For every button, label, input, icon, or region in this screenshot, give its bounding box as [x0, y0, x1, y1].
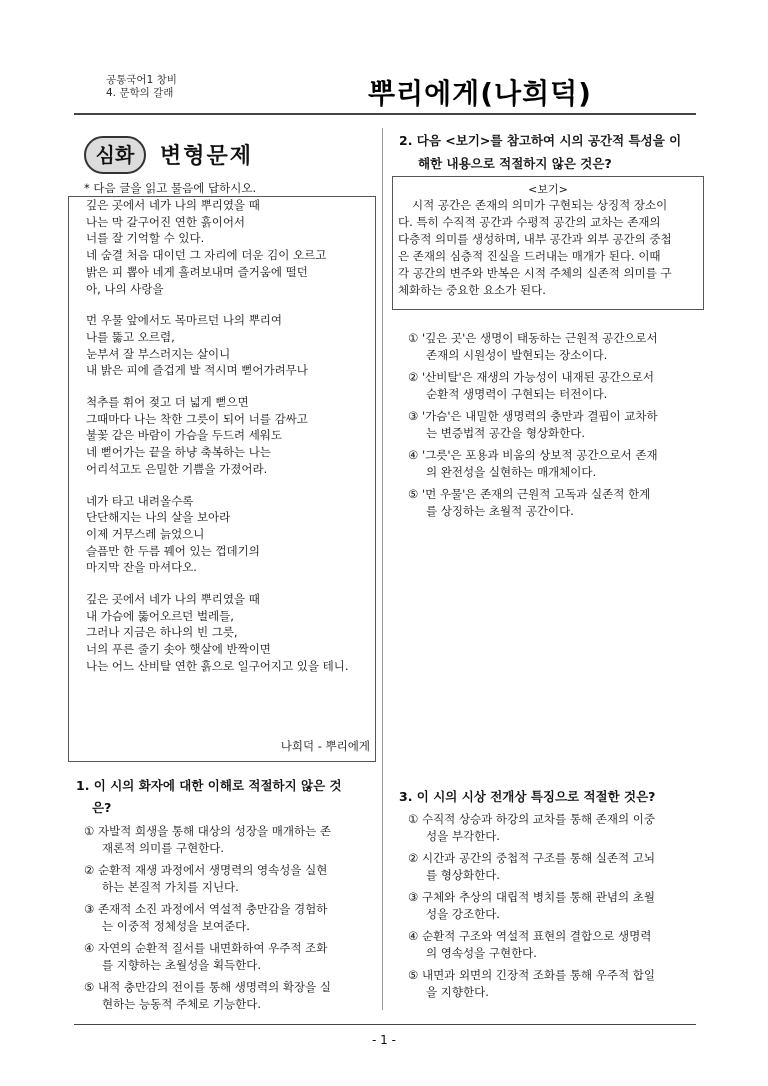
poem-line: 나를 뚫고 오르렴, [86, 329, 175, 344]
poem-line: 먼 우물 앞에서도 목마르던 나의 뿌리여 [86, 313, 283, 328]
page-number: - 1 - [372, 1033, 396, 1047]
bogi-line: 다층적 의미를 생성하며, 내부 공간과 외부 공간의 중첩 [398, 232, 672, 246]
option-2-cont: 를 형상화한다. [426, 868, 500, 882]
option-5: ⑤ 내면과 외면의 긴장적 조화를 통해 우주적 합일 [408, 968, 655, 982]
option-2: ② 시간과 공간의 중첩적 구조를 통해 실존적 고뇌 [408, 851, 655, 865]
question-1-title-cont: 은? [92, 800, 112, 815]
option-1: ① 수직적 상승과 하강의 교차를 통해 존재의 이중 [408, 812, 655, 826]
poem-line: 너를 잘 기억할 수 있다. [86, 231, 205, 246]
option-5: ⑤ '먼 우물'은 존재의 근원적 고독과 실존적 한계 [408, 487, 651, 501]
option-1-cont: 재론적 의미를 구현한다. [102, 841, 225, 855]
bogi-title: <보기> [528, 183, 568, 196]
bogi-line: 시적 공간은 존재의 의미가 구현되는 상징적 장소이 [412, 198, 668, 212]
option-5-cont: 을 지향한다. [426, 985, 489, 999]
poem-line: 깊은 곳에서 네가 나의 뿌리였을 때 [86, 592, 260, 606]
option-4-cont: 의 영속성을 구현한다. [426, 946, 537, 960]
question-1-title: 1. 이 시의 화자에 대한 이해로 적절하지 않은 것 [76, 778, 342, 793]
header-rule [74, 113, 696, 115]
bogi-line: 다. 특히 수직적 공간과 수평적 공간의 교차는 존재의 [398, 215, 661, 229]
poem-line: 깊은 곳에서 네가 나의 뿌리였을 때 [86, 198, 260, 212]
poem-line: 척추를 휘어 젖고 더 넓게 뻗으면 [86, 395, 249, 409]
option-5-cont: 현하는 능동적 주체로 기능한다. [102, 997, 262, 1011]
poem-line: 나는 막 갈구어진 연한 흙이어서 [86, 214, 246, 229]
poem-line: 그때마다 나는 착한 그릇이 되어 너를 감싸고 [86, 411, 308, 426]
option-4: ④ 자연의 순환적 질서를 내면화하여 우주적 조화 [84, 941, 328, 955]
section-title: 변형문제 [160, 144, 254, 169]
poem-line: 단단해지는 나의 살을 보아라 [86, 510, 231, 525]
poem-line: 너의 푸른 줄기 솟아 햇살에 반짝이면 [86, 642, 271, 657]
option-4: ④ 순환적 구조와 역설적 표현의 결합으로 생명력 [408, 929, 652, 943]
question-2-title-cont: 해한 내용으로 적절하지 않은 것은? [418, 156, 612, 171]
poem-line: 아, 나의 사랑을 [86, 281, 164, 296]
question-3-title: 3. 이 시의 시상 전개상 특징으로 적절한 것은? [399, 789, 656, 804]
poem-line: 네 숨결 처음 대이던 그 자리에 더운 김이 오르고 [86, 248, 327, 263]
option-1: ① 자발적 희생을 통해 대상의 성장을 매개하는 존 [84, 824, 331, 838]
poem-source: 나희덕 - 뿌리에게 [280, 739, 370, 753]
poem-line: 어리석고도 은밀한 기쁨을 가졌어라. [86, 461, 268, 476]
section-badge: 심화 [84, 136, 146, 174]
poem-line: 이제 거무스레 늙었으니 [86, 526, 205, 541]
poem-line: 밝은 피 뽑아 네게 흘려보내며 즐거움에 떨던 [86, 264, 308, 279]
poem-line: 불꽃 같은 바람이 가슴을 두드려 세워도 [86, 428, 283, 443]
option-3-cont: 는 변증법적 공간을 형상화한다. [426, 426, 586, 440]
option-5: ⑤ 내적 충만감의 전이를 통해 생명력의 확장을 실 [84, 980, 331, 994]
option-1-cont: 성을 부각한다. [426, 829, 500, 843]
option-3: ③ '가슴'은 내밀한 생명력의 충만과 결핍이 교차하 [408, 409, 658, 423]
option-2: ② 순환적 재생 과정에서 생명력의 영속성을 실현 [84, 863, 328, 877]
option-2-cont: 순환적 생명력이 구현되는 터전이다. [426, 387, 608, 401]
poem-line: 마지막 잔을 마셔다오. [86, 560, 197, 575]
instruction-text: * 다음 글을 읽고 물음에 답하시오. [84, 181, 257, 195]
option-4: ④ '그릇'은 포용과 비움의 상보적 공간으로서 존재 [408, 448, 658, 462]
option-4-cont: 를 지향하는 초월성을 획득한다. [102, 958, 262, 972]
column-divider [382, 128, 383, 1010]
poem-line: 슬픔만 한 두름 꿰어 있는 껍데기의 [86, 543, 260, 558]
poem-line: 내 가슴에 뚫어오르던 벌레들, [86, 608, 234, 623]
poem-line: 네 뻗어가는 끝을 하냥 축복하는 나는 [86, 445, 271, 460]
bogi-line: 체화하는 중요한 요소가 된다. [398, 283, 546, 297]
option-1-cont: 존재의 시원성이 발현되는 장소이다. [426, 348, 608, 362]
option-5-cont: 를 상징하는 초월적 공간이다. [426, 504, 574, 518]
course-label: 공통국어1 창비 [106, 74, 177, 86]
poem-line: 그러나 지금은 하나의 빈 그릇, [86, 625, 238, 640]
option-3: ③ 구체와 추상의 대립적 병치를 통해 관념의 초월 [408, 890, 655, 904]
poem-line: 네가 타고 내려올수록 [86, 493, 194, 508]
poem-line: 눈부셔 잘 부스러지는 살이니 [86, 346, 231, 361]
option-3-cont: 성을 강조한다. [426, 907, 500, 921]
option-2-cont: 하는 본질적 가치를 지닌다. [102, 880, 239, 894]
option-3: ③ 존재적 소진 과정에서 역설적 충만감을 경험하 [84, 902, 328, 916]
page-title: 뿌리에게(나희덕) [368, 77, 592, 110]
option-3-cont: 는 이중적 정체성을 보여준다. [102, 919, 250, 933]
footer-rule [74, 1024, 696, 1025]
option-4-cont: 의 완전성을 실현하는 매개체이다. [426, 465, 597, 479]
poem-line: 내 밝은 피에 즐겁게 발 적시며 뻗어가려무나 [86, 363, 308, 378]
option-2: ② '산비탈'은 재생의 가능성이 내재된 공간으로서 [408, 370, 654, 384]
option-1: ① '깊은 곳'은 생명이 태동하는 근원적 공간으로서 [408, 331, 658, 345]
bogi-line: 은 존재의 심층적 진실을 드러내는 매개가 된다. 이때 [398, 249, 661, 263]
chapter-label: 4. 문학의 갈래 [106, 87, 174, 99]
question-2-title: 2. 다음 <보기>를 참고하여 시의 공간적 특성을 이 [399, 133, 682, 148]
poem-line: 나는 어느 산비탈 연한 흙으로 일구어지고 있을 테니. [86, 658, 349, 673]
bogi-line: 각 공간의 변주와 반복은 시적 주체의 실존적 의미를 구 [398, 266, 672, 280]
